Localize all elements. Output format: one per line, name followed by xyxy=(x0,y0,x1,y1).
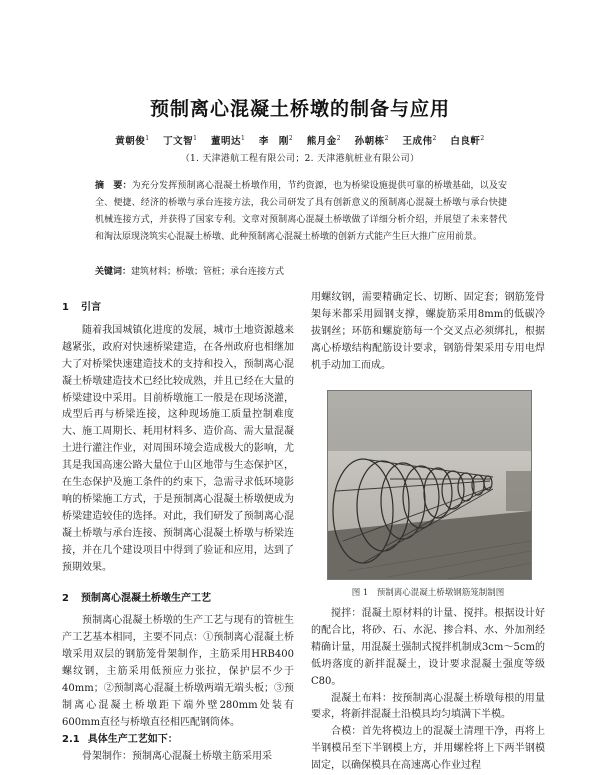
author: 白良軒$^2$ xyxy=(450,134,485,147)
figure-1-photo xyxy=(327,390,532,580)
keywords xyxy=(95,264,507,281)
author: 李 刚$^2$ xyxy=(258,134,294,147)
author-list xyxy=(0,133,600,147)
author: 董明达$^1$ xyxy=(211,134,246,147)
section-heading-intro: 1 引言 xyxy=(62,302,101,313)
keywords-text: 建筑材料；桥墩；管桩；承台连接方式 xyxy=(131,267,285,277)
author: 王成伟$^2$ xyxy=(402,134,437,147)
paper-title: 预制离心混凝土桥墩的制备与应用 xyxy=(149,98,450,120)
author: 孙朝栋$^2$ xyxy=(354,134,389,147)
right-paragraph-4: 合模：首先将模边上的混凝土清理干净，再将上半钢模吊至下半钢模上方，并用螺栓将上下两半钢模固定，以确保模具在高速离心作业过程 xyxy=(311,726,545,772)
keywords-label: 关键词： xyxy=(95,267,132,277)
subsection-paragraph: 骨架制作：预制离心混凝土桥墩主筋采用采 xyxy=(82,750,272,762)
right-paragraph-2: 搅拌：混凝土原材料的计量、搅拌。根据设计好的配合比，将砂、石、水泥、掺合料、水、外加剂经精确计量，用混凝土强制式搅拌机制成3cm～5cm的低坍落度的新拌混凝土，设计要求混凝土强度等级C80。 xyxy=(311,608,545,687)
right-column-lower xyxy=(311,606,545,775)
subsection-heading: 2.1 具体生产工艺如下： xyxy=(62,733,178,745)
right-paragraph-1: 用螺纹钢，需要精确定长、切断、固定套；钢筋笼骨架每米都采用圆钢支撑，螺旋筋采用8mm的低碳冷拔钢丝；环筋和螺旋筋每一个交叉点必须绑扎，根据离心桥墩结构配筋设计要求，钢筋骨架采用专用电焊机手动加工而成。 xyxy=(311,292,545,371)
section-heading-production: 2 预制离心混凝土桥墩生产工艺 xyxy=(62,592,211,604)
production-paragraph: 预制离心混凝土桥墩的生产工艺与现有的管桩生产工艺基本相同，主要不同点：①预制离心混凝土桥墩采用双层的钢筋笼骨架制作，主筋采用HRB400螺纹钢，主筋采用低预应力张拉，保护层不少于40mm；②预制离心混凝土桥墩两端无端头板；③预制离心混凝土桥墩距下端外壁280mm处装有600mm直径与桥墩直径相匹配钢筒体。 xyxy=(62,615,294,728)
abstract-label: 摘 要： xyxy=(95,181,132,191)
left-column xyxy=(62,300,294,766)
right-paragraph-3: 混凝土布料：按预制离心混凝土桥墩每根的用量要求，将新拌混凝土沿模具均匀填满下半模。 xyxy=(311,692,545,721)
figure-1-caption: 图 1 预制离心混凝土桥墩钢筋笼制制图 xyxy=(351,588,505,598)
affiliation: （1. 天津港航工程有限公司；2. 天津港航桩业有限公司） xyxy=(180,154,420,164)
right-column xyxy=(311,290,545,375)
author: 黄朝俊$^1$ xyxy=(115,134,150,147)
author: 熊月金$^2$ xyxy=(306,134,342,147)
abstract-text: 为充分发挥预制离心混凝土桥墩作用，节约资源，也为桥梁设施提供可靠的桥墩基础，以及安全、便捷、经济的桥墩与承台连接方法，我公司研发了具有创新意义的预制离心混凝土桥墩与承台快捷机械连接方式，并获得了国家专利。文章对预制离心混凝土桥墩做了详细分析介绍，并展望了未来替代和淘汰原现浇筑实心混凝土桥墩、此种预制离心混凝土桥墩的创新方式能产生巨大推广应用前景。 xyxy=(95,181,507,242)
rebar-cage-illustration xyxy=(328,391,531,579)
abstract xyxy=(95,178,507,246)
intro-paragraph: 随着我国城镇化进度的发展，城市土地资源越来越紧张，政府对快速桥梁建造，在各州政府也相继加大了对桥梁快速建造技术的支持和投入，预制离心混凝土桥墩建造技术已经比较成熟，并且已经在大量的桥梁建设中采用。目前桥墩施工一般是在现场浇灌，成型后再与桥梁连接，这种现场施工质量控制难度大、施工周期长、耗用材料多、造价高、需大量混凝土进行灌注作业，对周围环境会造成极大的影响，尤其是我国高速公路大量位于山区地带与生态保护区，在生态保护及施工条件的约束下，急需寻求低环境影响的桥梁施工方式，于是预制离心混凝土桥墩便成为桥梁建造较佳的选择。对此，我们研发了预制离心混凝土桥墩与承台连接、预制离心混凝土桥墩与桥梁连接，并在几个建设项目中得到了验证和应用，达到了预期效果。 xyxy=(62,324,294,573)
author: 丁文智$^1$ xyxy=(163,134,198,147)
